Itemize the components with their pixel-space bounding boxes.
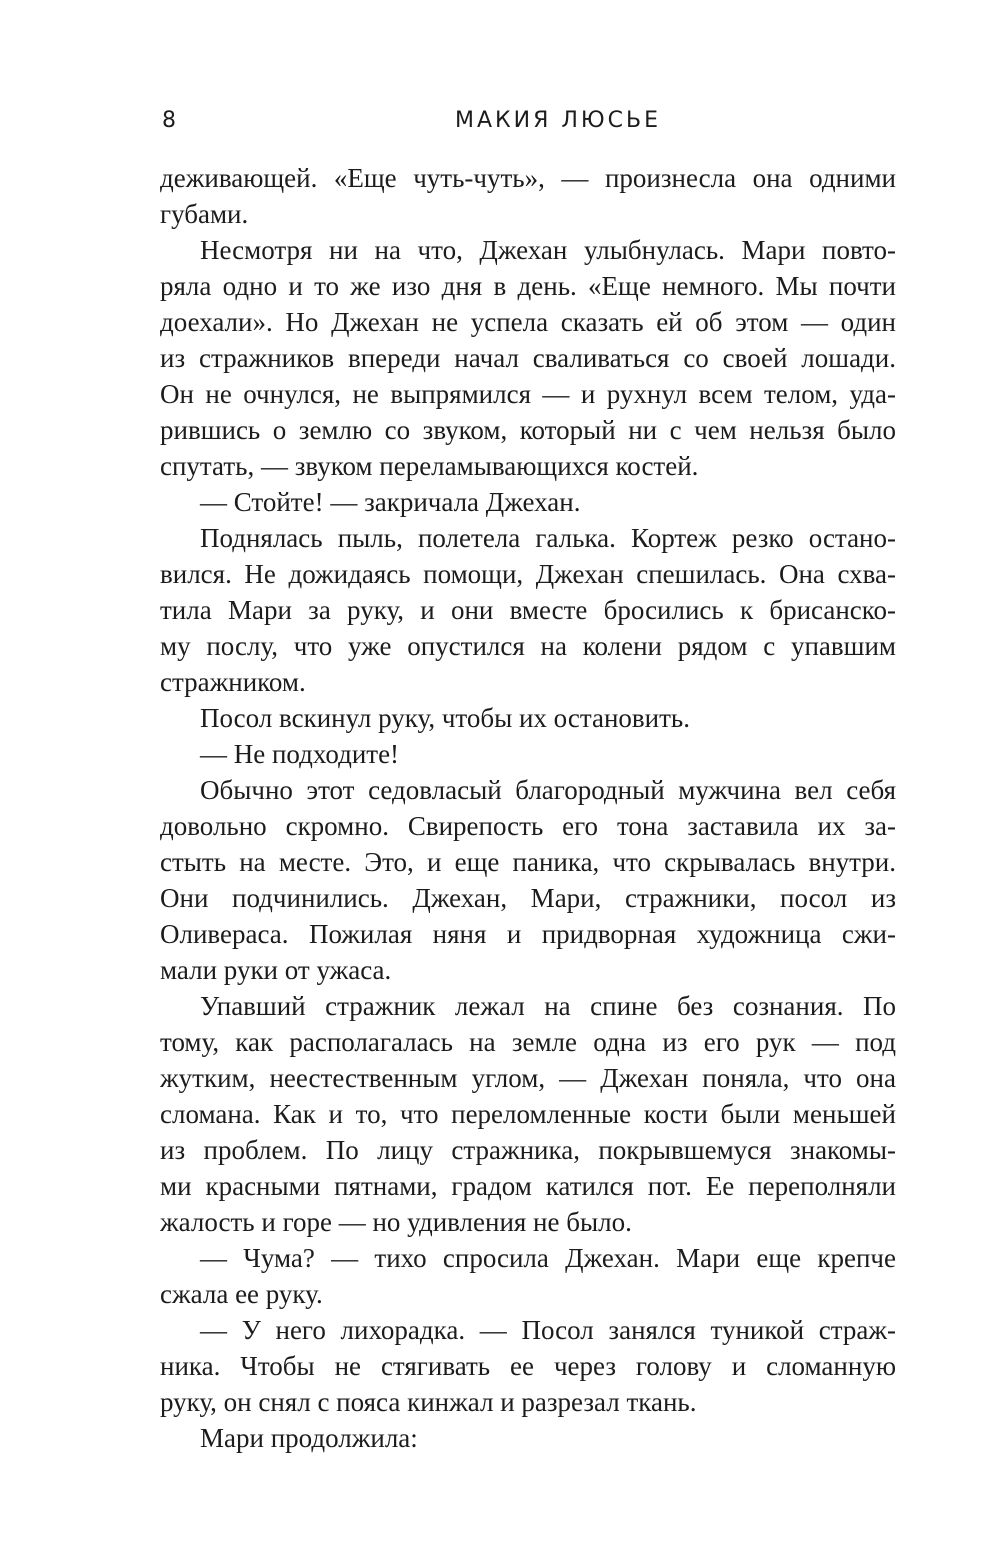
text-line: жалость и горе — но удивления не было. bbox=[160, 1207, 632, 1237]
text-line: стражником. bbox=[160, 667, 306, 697]
text-line: мали руки от ужаса. bbox=[160, 955, 392, 985]
page-number: 8 bbox=[162, 108, 176, 133]
text-line: Несмотря ни на что, Джехан улыбнулась. Мари повто- bbox=[200, 235, 896, 265]
text-line: тила Мари за руку, и они вместе бросились к брисанско- bbox=[160, 595, 896, 625]
text-line: му послу, что уже опустился на колени рядом с упавшим bbox=[160, 631, 896, 661]
text-line: доехали». Но Джехан не успела сказать ей об этом — один bbox=[160, 307, 896, 337]
text-line: ряла одно и то же изо дня в день. «Еще немного. Мы почти bbox=[160, 271, 896, 301]
paragraph bbox=[160, 772, 896, 988]
text-line: рившись о землю со звуком, который ни с чем нельзя было bbox=[160, 415, 896, 445]
paragraph bbox=[160, 520, 896, 700]
text-line: Оливераса. Пожилая няня и придворная художница сжи- bbox=[160, 919, 896, 949]
text-line: тому, как располагалась на земле одна из его рук — под bbox=[160, 1027, 896, 1057]
paragraph bbox=[160, 1312, 896, 1420]
text-line: Упавший стражник лежал на спине без сознания. По bbox=[200, 991, 896, 1021]
running-head bbox=[160, 104, 896, 144]
paragraph bbox=[160, 160, 896, 232]
text-line: — У него лихорадка. — Посол занялся туникой страж- bbox=[200, 1315, 896, 1345]
book-author: МАКИЯ ЛЮСЬЕ bbox=[454, 108, 662, 133]
paragraph bbox=[160, 988, 896, 1240]
paragraph bbox=[160, 736, 896, 772]
text-line: Он не очнулся, не выпрямился — и рухнул всем телом, уда- bbox=[160, 379, 896, 409]
paragraph bbox=[160, 1240, 896, 1312]
text-line: спутать, — звуком переламывающихся костей. bbox=[160, 451, 699, 481]
paragraph bbox=[160, 1420, 896, 1456]
text-line: довольно скромно. Свирепость его тона заставила их за- bbox=[160, 811, 896, 841]
paragraph bbox=[160, 232, 896, 484]
text-line: из стражников впереди начал сваливаться со своей лошади. bbox=[160, 343, 896, 373]
text-line: сжала ее руку. bbox=[160, 1279, 323, 1309]
text-line: ника. Чтобы не стягивать ее через голову и сломанную bbox=[160, 1351, 896, 1381]
body-text bbox=[160, 160, 896, 1456]
text-line: Они подчинились. Джехан, Мари, стражники, посол из bbox=[160, 883, 896, 913]
text-line: стыть на месте. Это, и еще паника, что скрывалась внутри. bbox=[160, 847, 896, 877]
text-line: Обычно этот седовласый благородный мужчина вел себя bbox=[200, 775, 896, 805]
text-line: — Стойте! — закричала Джехан. bbox=[200, 487, 581, 517]
text-line: Поднялась пыль, полетела галька. Кортеж резко остано- bbox=[200, 523, 896, 553]
text-line: деживающей. «Еще чуть-чуть», — произнесла она одними bbox=[160, 163, 896, 193]
text-line: Посол вскинул руку, чтобы их остановить. bbox=[200, 703, 690, 733]
text-line: — Не подходите! bbox=[200, 739, 400, 769]
text-line: — Чума? — тихо спросила Джехан. Мари еще крепче bbox=[200, 1243, 896, 1273]
text-line: ми красными пятнами, градом катился пот. Ее переполняли bbox=[160, 1171, 896, 1201]
text-line: из проблем. По лицу стражника, покрывшемуся знакомы- bbox=[160, 1135, 896, 1165]
paragraph bbox=[160, 700, 896, 736]
text-line: Мари продолжила: bbox=[200, 1423, 418, 1453]
text-line: сломана. Как и то, что переломленные кости были меньшей bbox=[160, 1099, 896, 1129]
paragraph bbox=[160, 484, 896, 520]
text-line: вился. Не дожидаясь помощи, Джехан спешилась. Она схва- bbox=[160, 559, 896, 589]
text-line: жутким, неестественным углом, — Джехан поняла, что она bbox=[160, 1063, 896, 1093]
text-line: руку, он снял с пояса кинжал и разрезал ткань. bbox=[160, 1387, 697, 1417]
text-line: губами. bbox=[160, 199, 249, 229]
